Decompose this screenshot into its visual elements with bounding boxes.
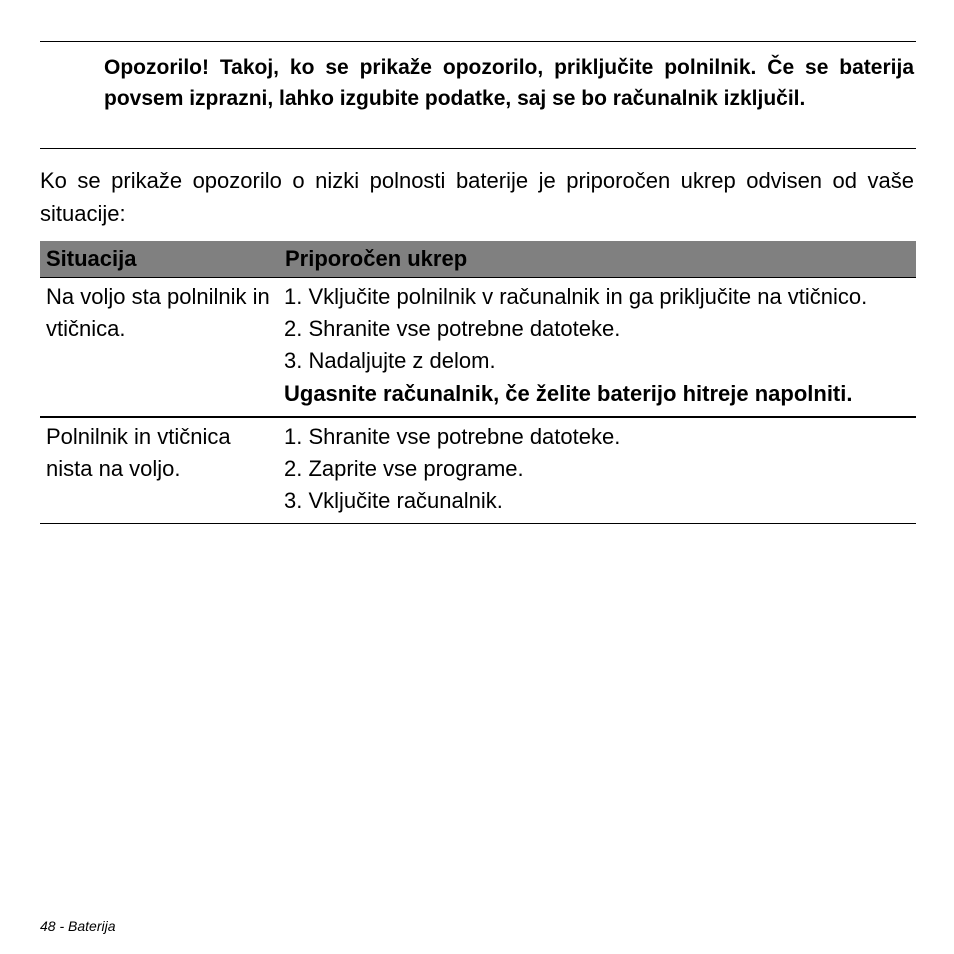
action-step: 2. Shranite vse potrebne datoteke. [284,316,621,341]
action-note: Ugasnite računalnik, če želite baterijo hitreje napolniti. [284,381,853,406]
table-row [40,417,916,524]
header-recommended-action: Priporočen ukrep [279,241,916,278]
situation-cell: Polnilnik in vtičnica nista na voljo. [40,417,279,524]
battery-warning-table [40,241,916,524]
action-step: 3. Nadaljujte z delom. [284,348,496,373]
header-situation: Situacija [40,241,279,278]
action-step: 1. Vključite polnilnik v računalnik in ga priključite na vtičnico. [284,284,868,309]
action-cell [279,417,916,524]
action-step: 2. Zaprite vse programe. [284,456,524,481]
intro-paragraph: Ko se prikaže opozorilo o nizki polnosti baterije je priporočen ukrep odvisen od vaše situacije: [40,168,914,226]
action-cell [279,278,916,418]
action-step: 1. Shranite vse potrebne datoteke. [284,424,621,449]
action-step: 3. Vključite računalnik. [284,488,503,513]
warning-box [40,41,916,149]
warning-text: Opozorilo! Takoj, ko se prikaže opozorilo, priključite polnilnik. Če se baterija povsem izprazni, lahko izgubite podatke, saj se bo računalnik izključil. [104,56,914,110]
table-header-row [40,241,916,278]
situation-cell: Na voljo sta polnilnik in vtičnica. [40,278,279,418]
table-row [40,278,916,418]
page-footer: 48 - Baterija [40,918,116,934]
